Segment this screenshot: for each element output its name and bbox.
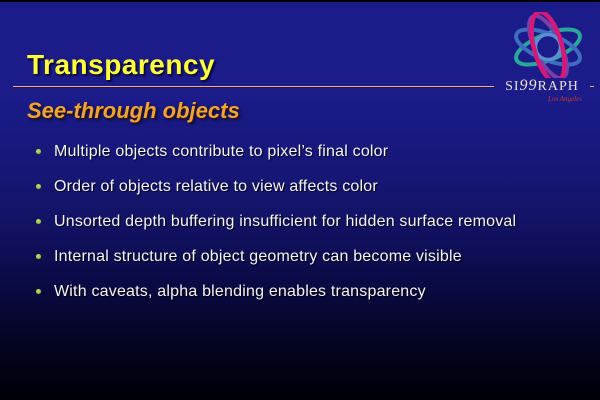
bullet-dot-icon [36,149,41,154]
bullet-item [36,283,526,301]
bullet-dot-icon [36,254,41,259]
bullet-item [36,143,526,161]
bullet-item [36,248,526,266]
bullet-dot-icon [36,184,41,189]
siggraph-logo-rings-icon [506,12,590,82]
bullet-dot-icon [36,219,41,224]
bullet-text: Order of objects relative to view affects color [54,178,378,195]
bullet-text: Multiple objects contribute to pixel’s final color [54,143,389,160]
siggraph-logo-wordmark: SI99RAPH [494,78,590,95]
bullet-dot-icon [36,289,41,294]
bullet-text: With caveats, alpha blending enables transparency [54,283,426,300]
bullet-item [36,178,526,196]
bullet-list [36,143,526,318]
siggraph-logo-city: Los Angeles [548,95,582,103]
bullet-text: Internal structure of object geometry can become visible [54,248,462,265]
slide-subtitle: See-through objects [27,98,240,123]
slide-title: Transparency [27,49,216,80]
bullet-item [36,213,526,231]
siggraph-logo [494,10,594,110]
bullet-text: Unsorted depth buffering insufficient for hidden surface removal [54,213,517,230]
